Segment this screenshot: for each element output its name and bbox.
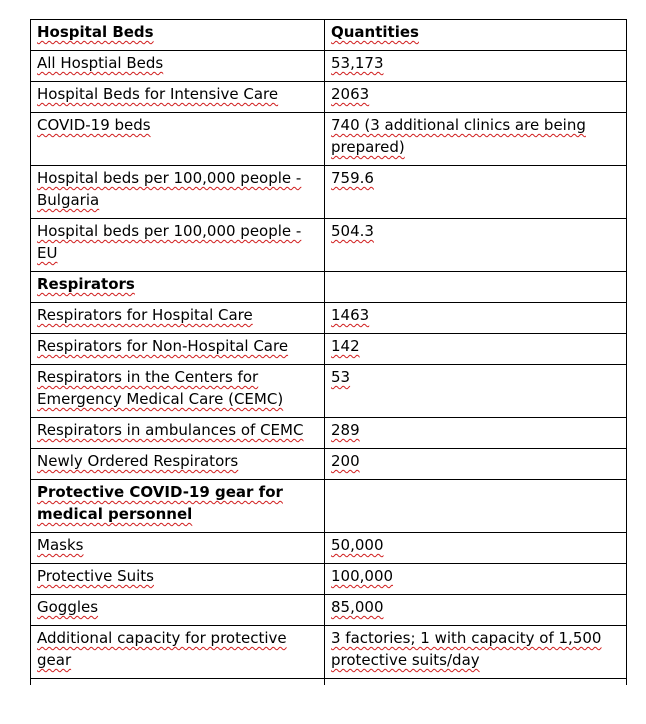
row-value-cell: 759.6 (325, 166, 627, 219)
table-row (31, 219, 627, 272)
row-label-cell: Respirators in the Centers for Emergency Medical Care (CEMC) (31, 365, 325, 418)
trailing-cell (31, 679, 325, 686)
row-value-cell: 2063 (325, 82, 627, 113)
row-value-cell: 289 (325, 418, 627, 449)
row-value-cell: 142 (325, 334, 627, 365)
row-value-cell: 100,000 (325, 564, 627, 595)
table-row (31, 626, 627, 679)
resources-table (30, 19, 627, 685)
row-label-cell: Masks (31, 533, 325, 564)
table-row (31, 113, 627, 166)
row-value-cell: 1463 (325, 303, 627, 334)
row-label-cell: Hospital Beds for Intensive Care (31, 82, 325, 113)
section-header-row (31, 480, 627, 533)
row-label-cell: Hospital beds per 100,000 people - Bulgaria (31, 166, 325, 219)
row-label-cell: Hospital beds per 100,000 people - EU (31, 219, 325, 272)
table-row (31, 365, 627, 418)
section-header-cell: Protective COVID-19 gear for medical personnel (31, 480, 325, 533)
table-row-trailing (31, 679, 627, 686)
table-row (31, 595, 627, 626)
table-row (31, 166, 627, 219)
table-row (31, 533, 627, 564)
row-label-cell: COVID-19 beds (31, 113, 325, 166)
table-row (31, 303, 627, 334)
row-value-cell: 85,000 (325, 595, 627, 626)
table-row (31, 564, 627, 595)
section-header-cell: Hospital Beds (31, 20, 325, 51)
table-row (31, 449, 627, 480)
section-header-value-cell (325, 272, 627, 303)
section-header-row (31, 20, 627, 51)
row-label-cell: Respirators in ambulances of CEMC (31, 418, 325, 449)
row-value-cell: 200 (325, 449, 627, 480)
section-header-value-cell: Quantities (325, 20, 627, 51)
row-label-cell: Respirators for Hospital Care (31, 303, 325, 334)
trailing-cell (325, 679, 627, 686)
section-header-cell: Respirators (31, 272, 325, 303)
table-row (31, 418, 627, 449)
row-label-cell: Goggles (31, 595, 325, 626)
table-row (31, 82, 627, 113)
row-label-cell: Newly Ordered Respirators (31, 449, 325, 480)
row-value-cell: 50,000 (325, 533, 627, 564)
row-value-cell: 53 (325, 365, 627, 418)
section-header-value-cell (325, 480, 627, 533)
table-row (31, 334, 627, 365)
row-label-cell: Additional capacity for protective gear (31, 626, 325, 679)
row-label-cell: Respirators for Non-Hospital Care (31, 334, 325, 365)
table-body (31, 20, 627, 686)
row-value-cell: 740 (3 additional clinics are being prepared) (325, 113, 627, 166)
row-label-cell: Protective Suits (31, 564, 325, 595)
row-value-cell: 504.3 (325, 219, 627, 272)
table-row (31, 51, 627, 82)
row-label-cell: All Hosptial Beds (31, 51, 325, 82)
row-value-cell: 53,173 (325, 51, 627, 82)
row-value-cell: 3 factories; 1 with capacity of 1,500 protective suits/day (325, 626, 627, 679)
section-header-row (31, 272, 627, 303)
